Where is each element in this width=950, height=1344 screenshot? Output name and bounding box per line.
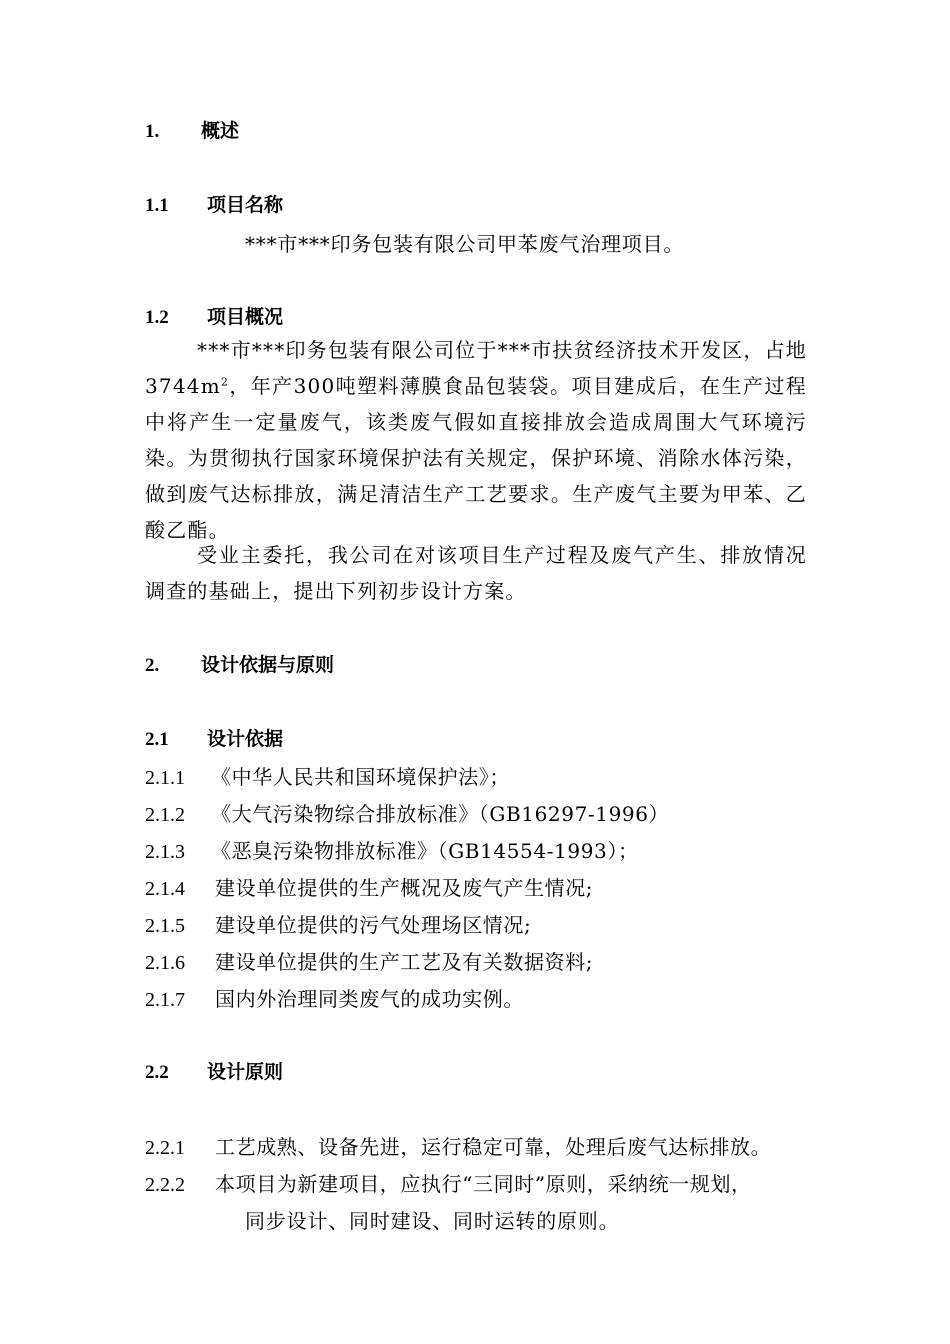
item-number: 2.1.3 — [145, 841, 185, 863]
section-heading-1-1 — [145, 190, 283, 217]
section-number: 1. — [145, 121, 160, 142]
section-title: 设计原则 — [207, 1061, 284, 1083]
section-number: 1.2 — [145, 307, 169, 328]
item-number: 2.2.1 — [145, 1137, 185, 1159]
item-text: 建设单位提供的污气处理场区情况; — [215, 913, 532, 937]
item-number: 2.1.5 — [145, 915, 185, 937]
section-number: 2. — [145, 655, 160, 676]
section-number: 2.1 — [145, 729, 169, 750]
item-text: 建设单位提供的生产工艺及有关数据资料; — [215, 950, 594, 974]
list-item — [145, 798, 669, 827]
section-heading-2 — [145, 650, 334, 677]
item-number: 2.2.2 — [145, 1174, 185, 1196]
section-number: 2.2 — [145, 1062, 169, 1083]
item-text: 建设单位提供的生产概况及废气产生情况; — [215, 876, 594, 900]
list-item — [145, 946, 593, 975]
list-item-continuation: 同步设计、同时建设、同时运转的原则。 — [245, 1209, 620, 1233]
overview-text-part1: ***市***印务包装有限公司位于***市扶贫经济技术开发区，占地3744m — [145, 338, 807, 398]
list-item — [145, 1131, 771, 1160]
list-item — [145, 1168, 752, 1197]
item-number: 2.1.4 — [145, 878, 185, 900]
overview-text-part2: ，年产300吨塑料薄膜食品包装袋。项目建成后，在生产过程中将产生一定量废气，该类废气假如直接排放会造成周围大气环境污染。为贯彻执行国家环境保护法有关规定，保护环境、消除水体污染，做到废气达标排放，满足清洁生产工艺要求。生产废气主要为甲苯、乙酸乙酯。 — [145, 374, 807, 542]
section-title: 设计依据 — [207, 728, 284, 750]
item-number: 2.1.6 — [145, 952, 185, 974]
section-heading-2-2 — [145, 1057, 283, 1084]
section-heading-1 — [145, 116, 239, 143]
section-number: 1.1 — [145, 195, 169, 216]
list-item — [145, 872, 593, 901]
list-item — [145, 761, 510, 790]
list-item — [145, 835, 639, 864]
commission-paragraph: 受业主委托，我公司在对该项目生产过程及废气产生、排放情况调查的基础上，提出下列初步设计方案。 — [145, 543, 807, 603]
superscript-2: 2 — [220, 375, 230, 389]
section-title: 设计依据与原则 — [201, 654, 335, 676]
item-text: 《中华人民共和国环境保护法》； — [211, 765, 510, 789]
item-number: 2.1.1 — [145, 767, 185, 789]
section-heading-2-1 — [145, 724, 283, 751]
section-title: 项目概况 — [207, 306, 284, 328]
section-heading-1-2 — [145, 302, 283, 329]
item-text: 《恶臭污染物排放标准》（GB14554-1993）； — [211, 839, 639, 863]
item-text: 国内外治理同类废气的成功实例。 — [215, 987, 524, 1011]
section-title: 概述 — [201, 120, 240, 142]
project-name-text: ***市***印务包装有限公司甲苯废气治理项目。 — [245, 232, 685, 256]
item-text: 本项目为新建项目，应执行“三同时”原则，采纳统一规划， — [215, 1172, 752, 1196]
item-text: 《大气污染物综合排放标准》（GB16297-1996） — [211, 802, 670, 826]
section-title: 项目名称 — [207, 194, 284, 216]
project-overview-paragraph — [145, 332, 807, 548]
item-text: 工艺成熟、设备先进，运行稳定可靠，处理后废气达标排放。 — [215, 1135, 772, 1159]
list-item — [145, 983, 524, 1012]
list-item — [145, 909, 531, 938]
item-number: 2.1.7 — [145, 989, 185, 1011]
item-number: 2.1.2 — [145, 804, 185, 826]
